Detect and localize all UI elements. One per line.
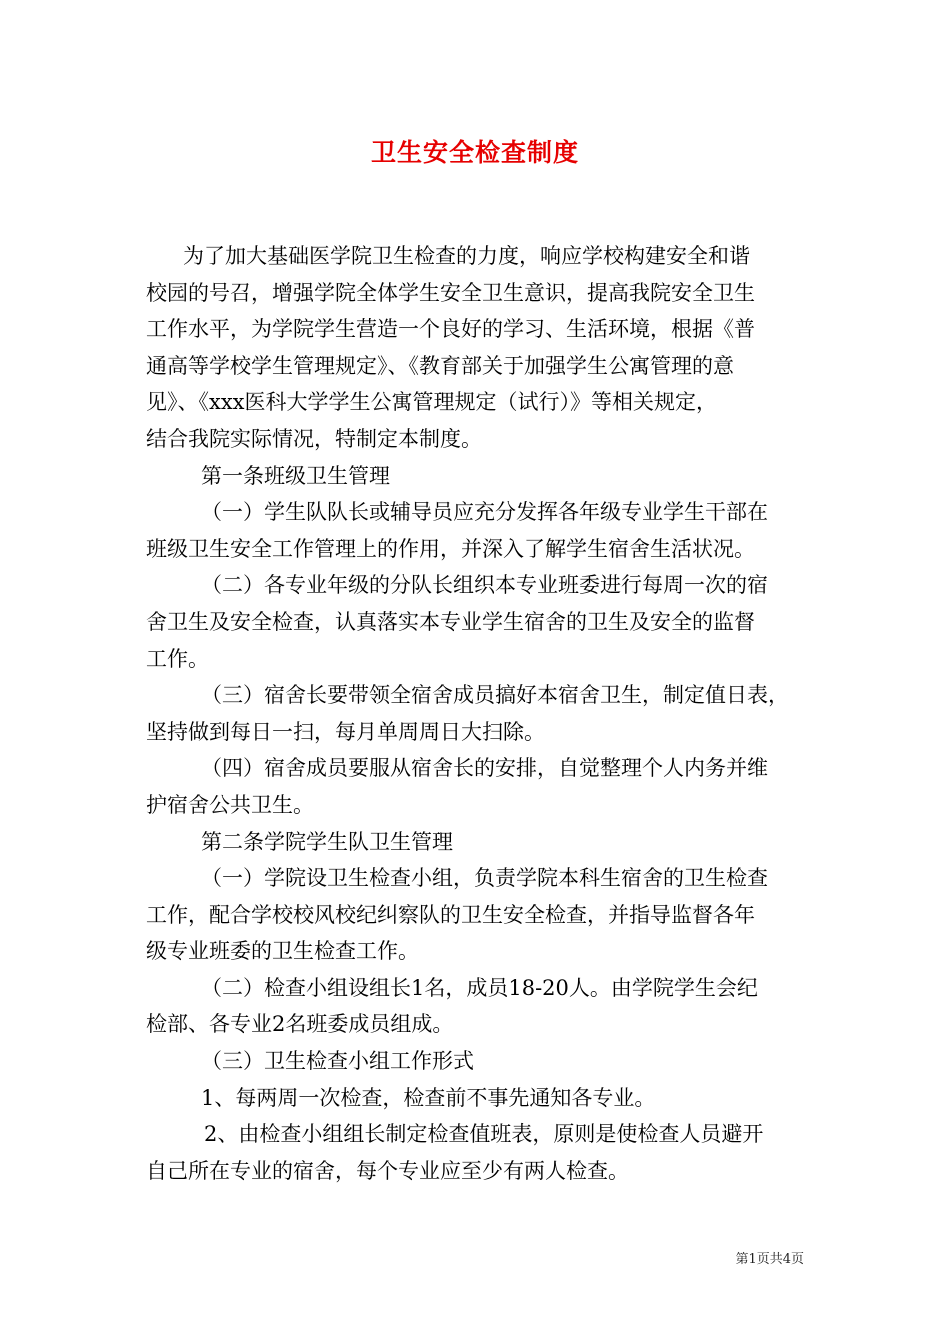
paragraph-line: 班级卫生安全工作管理上的作用，并深入了解学生宿舍生活状况。 (146, 536, 755, 561)
list-item: 2、由检查小组组长制定检查值班表，原则是使检查人员避开 (204, 1122, 764, 1147)
paragraph-line: 见》、《xxx医科大学学生公寓管理规定（试行）》等相关规定， (146, 390, 718, 415)
paragraph-line: 结合我院实际情况，特制定本制度。 (146, 426, 482, 451)
paragraph-line: （二）检查小组设组长1名，成员18-20人。由学院学生会纪 (201, 975, 758, 1000)
paragraph-line: （一）学生队队长或辅导员应充分发挥各年级专业学生干部在 (201, 500, 768, 525)
paragraph-line: （一）学院设卫生检查小组，负责学院本科生宿舍的卫生检查 (201, 866, 768, 891)
paragraph-line: 级专业班委的卫生检查工作。 (146, 939, 419, 964)
document-body (146, 238, 826, 1189)
paragraph-line: （三）卫生检查小组工作形式 (201, 1049, 474, 1074)
section-heading: 第二条学院学生队卫生管理 (201, 829, 453, 854)
paragraph-line: 自己所在专业的宿舍，每个专业应至少有两人检查。 (146, 1158, 629, 1183)
paragraph-line: 通高等学校学生管理规定》、《教育部关于加强学生公寓管理的意 (146, 353, 734, 378)
section-heading: 第一条班级卫生管理 (201, 463, 390, 488)
paragraph-line: （四）宿舍成员要服从宿舍长的安排，自觉整理个人内务并维 (201, 756, 768, 781)
paragraph-line: 工作。 (146, 646, 209, 671)
paragraph-line: 护宿舍公共卫生。 (146, 792, 314, 817)
paragraph-line: 工作，配合学校校风校纪纠察队的卫生安全检查，并指导监督各年 (146, 902, 755, 927)
paragraph-line: 舍卫生及安全检查，认真落实本专业学生宿舍的卫生及安全的监督 (146, 609, 755, 634)
paragraph-line: 检部、各专业2名班委成员组成。 (146, 1012, 454, 1037)
paragraph-line: （三）宿舍长要带领全宿舍成员搞好本宿舍卫生，制定值日表， (201, 683, 789, 708)
document-title: 卫生安全检查制度 (370, 138, 579, 167)
paragraph-line: （二）各专业年级的分队长组织本专业班委进行每周一次的宿 (201, 573, 768, 598)
paragraph-line: 工作水平，为学院学生营造一个良好的学习、生活环境，根据《普 (146, 317, 755, 342)
paragraph-line: 为了加大基础医学院卫生检查的力度，响应学校构建安全和谐 (183, 244, 750, 268)
page-number: 第1页共4页 (735, 1252, 804, 1267)
paragraph-line: 校园的号召，增强学院全体学生安全卫生意识，提高我院安全卫生 (146, 280, 755, 305)
paragraph-line: 坚持做到每日一扫，每月单周周日大扫除。 (146, 719, 545, 744)
list-item: 1、每两周一次检查，检查前不事先通知各专业。 (201, 1085, 656, 1110)
